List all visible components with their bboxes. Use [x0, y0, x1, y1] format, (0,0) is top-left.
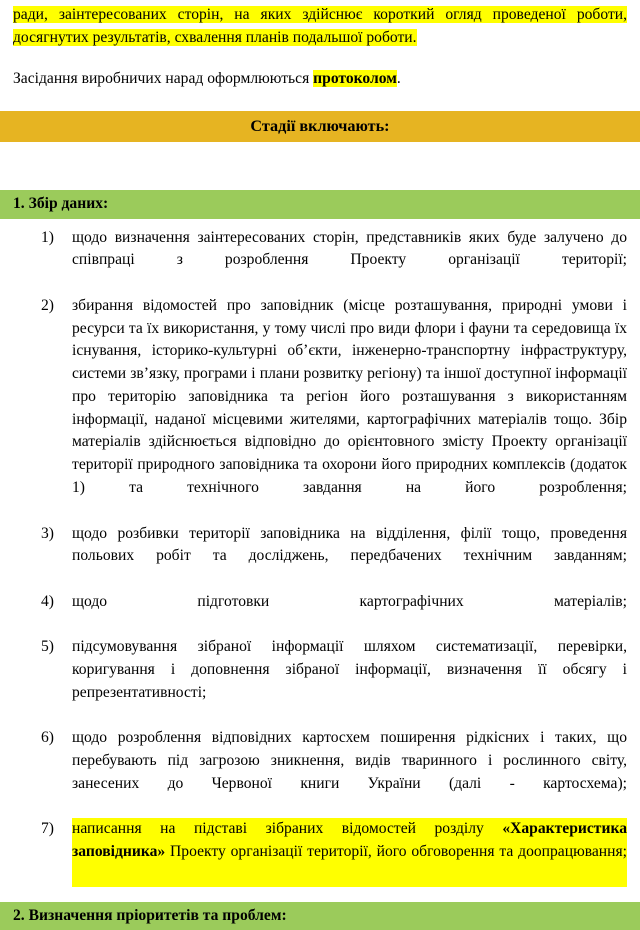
list-item-text: щодо розбивки території заповідника на відділення, філії тощо, проведення польових робіт та досліджень, передбачених технічним завданням;	[72, 524, 627, 565]
list-item-text: щодо підготовки картографічних матеріалів;	[72, 592, 627, 610]
list-item-marker: 4)	[41, 592, 54, 610]
meetings-paragraph-tail: .	[396, 69, 401, 87]
section-heading-1	[0, 190, 640, 219]
stages-banner-label: Стадії включають:	[250, 116, 390, 135]
stages-list	[13, 227, 627, 887]
characteristic-section-title: «Характеристика заповідника»	[72, 820, 627, 861]
list-item-text-lead: написання на підставі зібраних відомостей розділу	[72, 820, 503, 838]
meetings-paragraph-lead: Засідання виробничих нарад оформлюються	[13, 69, 314, 87]
list-item	[13, 727, 627, 818]
list-item-text: щодо розроблення відповідних картосхем поширення рідкісних і таких, що перебувають під загрозою зникнення, видів тваринного і рослинного світу, занесених до Червоної книги України (далі - картосхема);	[72, 729, 627, 792]
list-item	[13, 295, 627, 523]
intro-paragraph	[13, 0, 627, 50]
protokolom-keyword: протоколом	[313, 69, 397, 87]
list-item-text	[72, 818, 627, 886]
list-item-marker: 2)	[41, 296, 54, 314]
list-item-marker: 3)	[41, 524, 54, 542]
list-item	[13, 591, 627, 637]
list-item-marker: 6)	[41, 729, 54, 747]
list-item-marker: 5)	[41, 638, 54, 656]
section-heading-2	[0, 902, 640, 930]
list-item-text-tail: Проекту організації території, його обговорення та доопрацювання;	[165, 843, 627, 861]
list-item-marker: 1)	[41, 228, 54, 246]
meetings-paragraph	[13, 68, 627, 91]
list-item-text: збирання відомостей про заповідник (місце розташування, природні умови і ресурси та їх використання, у тому числі про види флори і фауни та середовища їх існування, історико-культурні об’єкти, інженерно-транспортну інфраструктуру, системи зв’язку, програми і плани розвитку регіону) та іншої доступної інформації про територію заповідника та регіон його розташування з використанням інформації, наданої місцевими жителями, картографічних матеріалів тощо. Збір матеріалів здійснюється відповідно до орієнтовного змісту Проекту організації території природного заповідника та охорони його природних комплексів (додаток 1) та технічного завдання на його розроблення;	[72, 296, 627, 496]
list-item	[13, 227, 627, 295]
list-item-marker: 7)	[41, 820, 54, 838]
section-heading-1-label: 1. Збір даних:	[13, 194, 109, 212]
list-item	[13, 523, 627, 591]
list-item-text: щодо визначення заінтересованих сторін, представників яких буде залучено до співпраці з розроблення Проекту організації території;	[72, 228, 627, 269]
section-heading-2-label: 2. Визначення пріоритетів та проблем:	[13, 906, 287, 924]
stages-banner	[0, 111, 640, 142]
list-item-text: підсумовування зібраної інформації шляхом систематизації, перевірки, коригування і доповнення зібраної інформації, визначення її обсягу і репрезентативності;	[72, 638, 627, 701]
list-item	[13, 636, 627, 727]
intro-paragraph-text: ради, заінтересованих сторін, на яких здійснює короткий огляд проведеної роботи, досягнутих результатів, схвалення планів подальшої роботи.	[13, 6, 627, 46]
list-item	[13, 818, 627, 886]
